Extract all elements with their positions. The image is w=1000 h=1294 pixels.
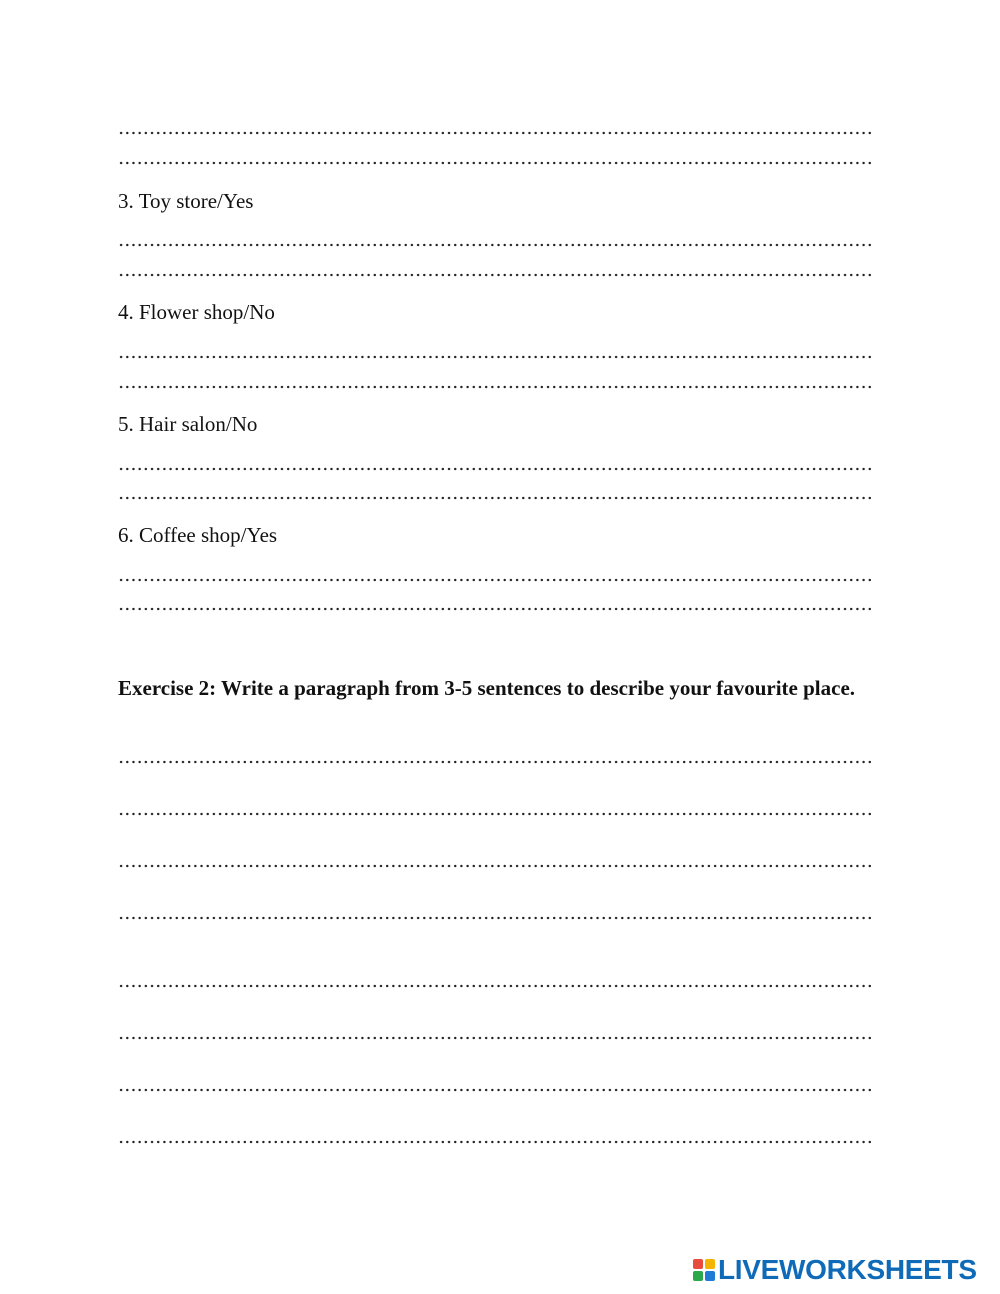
logo-text: LIVEWORKSHEETS	[718, 1254, 977, 1285]
answer-line[interactable]	[118, 242, 874, 248]
paragraph-line[interactable]	[118, 983, 874, 989]
answer-line[interactable]	[118, 160, 874, 166]
paragraph-line[interactable]	[118, 863, 874, 869]
paragraph-line[interactable]	[118, 1139, 874, 1145]
answer-line[interactable]	[118, 354, 874, 360]
paragraph-line[interactable]	[118, 1087, 874, 1093]
item-prompt-coffee-shop: 6. Coffee shop/Yes	[118, 523, 278, 547]
exercise-2-instructions: Exercise 2: Write a paragraph from 3-5 sentences to describe your favourite place.	[118, 676, 856, 700]
answer-line[interactable]	[118, 130, 874, 136]
paragraph-line[interactable]	[118, 811, 874, 817]
paragraph-line[interactable]	[118, 759, 874, 765]
answer-line[interactable]	[118, 495, 874, 501]
answer-line[interactable]	[118, 466, 874, 472]
liveworksheets-logo	[693, 1252, 977, 1288]
logo-block	[705, 1271, 715, 1281]
paragraph-line[interactable]	[118, 915, 874, 921]
answer-line[interactable]	[118, 606, 874, 612]
logo-block	[705, 1259, 715, 1269]
logo-block	[693, 1271, 703, 1281]
answer-line[interactable]	[118, 577, 874, 583]
answer-line[interactable]	[118, 384, 874, 390]
logo-block	[693, 1259, 703, 1269]
logo-blocks-icon	[693, 1259, 715, 1281]
item-prompt-toy-store: 3. Toy store/Yes	[118, 189, 254, 213]
item-prompt-flower-shop: 4. Flower shop/No	[118, 300, 275, 324]
paragraph-line[interactable]	[118, 1035, 874, 1041]
answer-line[interactable]	[118, 272, 874, 278]
item-prompt-hair-salon: 5. Hair salon/No	[118, 412, 258, 436]
